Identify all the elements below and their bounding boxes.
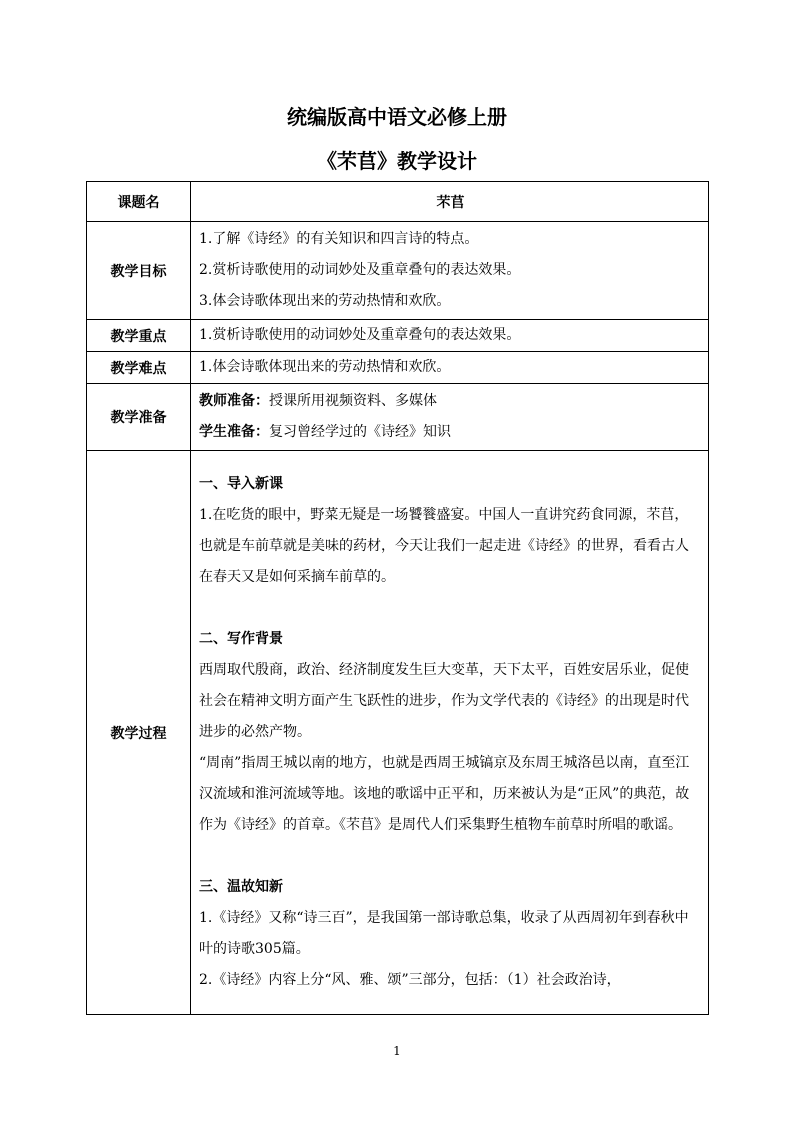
prep-teacher-label: 教师准备：: [199, 393, 269, 409]
table-row-difficulty: [87, 352, 709, 384]
goal-item: 3.体会诗歌体现出来的劳动热情和欢欣。: [199, 293, 451, 309]
process-label: 教学过程: [87, 451, 191, 1015]
table-row-process: [87, 451, 709, 1015]
page-number: 1: [393, 1044, 401, 1058]
process-cell: [191, 451, 709, 1015]
section-title: 一、导入新课: [199, 476, 283, 492]
paragraph: 2.《诗经》内容上分“风、雅、颂”三部分，包括：（1）社会政治诗，: [199, 972, 621, 988]
goal-item: 1.了解《诗经》的有关知识和四言诗的特点。: [199, 231, 479, 247]
table-row-goals: [87, 222, 709, 320]
difficulty-label: 教学难点: [87, 352, 191, 384]
goal-item: 2.赏析诗歌使用的动词妙处及重章叠句的表达效果。: [199, 262, 521, 278]
section-title: 三、温故知新: [199, 879, 283, 895]
focus-cell: [191, 320, 709, 352]
prep-label: 教学准备: [87, 384, 191, 451]
paragraph: 西周取代殷商，政治、经济制度发生巨大变革，天下太平，百姓安居乐业，促使社会在精神文明方面产生飞跃性的进步，作为文学代表的《诗经》的出现是时代进步的必然产物。: [199, 662, 689, 740]
table-row-prep: [87, 384, 709, 451]
focus-label: 教学重点: [87, 320, 191, 352]
difficulty-text: 1.体会诗歌体现出来的劳动热情和欢欣。: [199, 359, 451, 375]
topic-label: 课题名: [87, 182, 191, 222]
blank-line: [199, 593, 702, 624]
prep-teacher-text: 授课所用视频资料、多媒体: [269, 393, 437, 409]
goals-label: 教学目标: [87, 222, 191, 320]
table-row-topic: [87, 182, 709, 222]
prep-student-label: 学生准备：: [199, 424, 269, 440]
prep-teacher: [199, 386, 702, 417]
section-title: 二、写作背景: [199, 631, 283, 647]
prep-student: [199, 417, 702, 448]
focus-text: 1.赏析诗歌使用的动词妙处及重章叠句的表达效果。: [199, 327, 521, 343]
prep-cell: [191, 384, 709, 451]
topic-value: 芣苢: [191, 182, 709, 222]
paragraph: 1.《诗经》又称“诗三百”，是我国第一部诗歌总集，收录了从西周初年到春秋中叶的诗歌305篇。: [199, 910, 689, 957]
difficulty-cell: [191, 352, 709, 384]
prep-student-text: 复习曾经学过的《诗经》知识: [269, 424, 451, 440]
paragraph: 1.在吃货的眼中，野菜无疑是一场饕餮盛宴。中国人一直讲究药食同源，芣苢，也就是车前草就是美味的药材，今天让我们一起走进《诗经》的世界，看看古人在春天又是如何采摘车前草的。: [199, 507, 689, 585]
goals-cell: [191, 222, 709, 320]
document-subtitle: 《芣苢》教学设计: [317, 149, 477, 173]
paragraph: “周南”指周王城以南的地方，也就是西周王城镐京及东周王城洛邑以南，直至江汉流域和淮河流域等地。该地的歌谣中正平和，历来被认为是“正风”的典范，故作为《诗经》的首章。《芣苢》是周代人们采集野生植物车前草时所唱的歌谣。: [199, 755, 690, 833]
lesson-plan-table: [86, 181, 709, 1015]
blank-line: [199, 841, 702, 872]
document-title: 统编版高中语文必修上册: [287, 105, 507, 129]
table-row-focus: [87, 320, 709, 352]
